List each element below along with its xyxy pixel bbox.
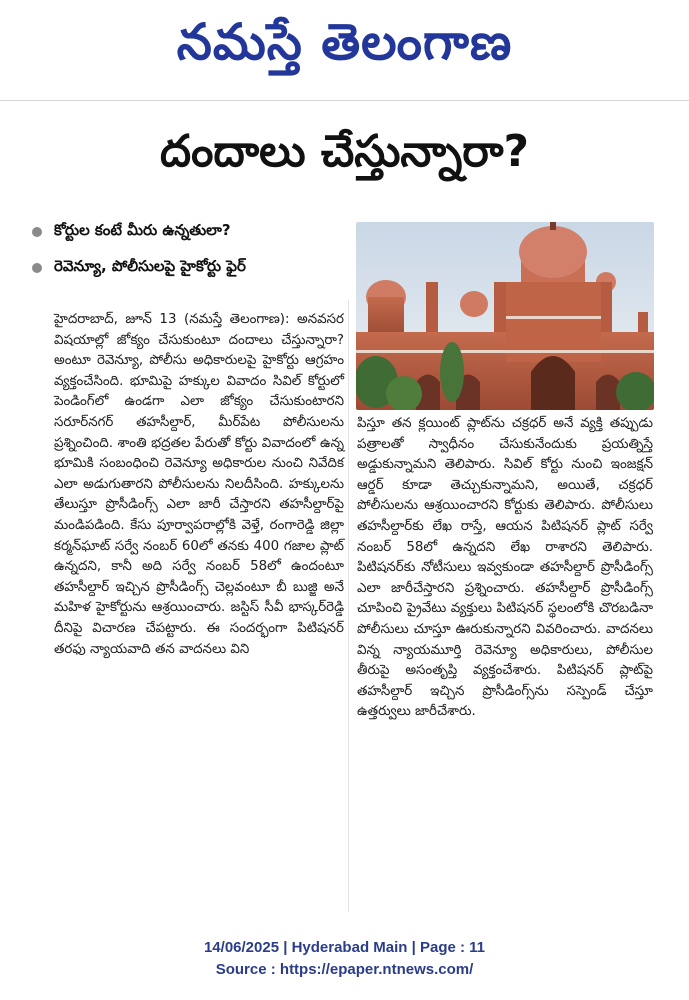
column-divider (348, 300, 349, 912)
page-footer (0, 937, 689, 981)
bullet-item (32, 250, 352, 286)
high-court-building-photo (356, 222, 654, 410)
article-headline: దందాలు చేస్తున్నారా? (160, 126, 529, 177)
newspaper-masthead: నమస్తే తెలంగాణ (176, 12, 513, 71)
source-line: Source : https://epaper.ntnews.com/ (215, 961, 474, 978)
bullet-item (32, 214, 352, 250)
bullet-text: రెవెన్యూ, పోలీసులపై హైకోర్టు ఫైర్ (54, 257, 246, 275)
article-bullet-list (32, 214, 352, 286)
article-body-left-column: హైదరాబాద్, జూన్ 13 (నమస్తే తెలంగాణ): అనవసర విషయాల్లో జోక్యం చేసుకుంటూ దందాలు చేస్తున్నారా? అంటూ రెవెన్యూ, పోలీసు అధికారులపై హైకోర్టు ఆగ్రహం వ్యక్తంచేసింది. భూమిపై హక్కుల వివాదం సివిల్ కోర్టులో పెండింగ్‌లో ఉండగా ఎలా జోక్యం చేసుకుంటారని సరూర్‌నగర్ తహసీల్దార్, మీర్‌పేట పోలీసులను ప్రశ్నించింది. శాంతి భద్రతల పేరుతో కోర్టు వివాదంలో ఉన్న భూమికి సంబంధించి రెవెన్యూ అధికారుల నుంచి నివేదిక ఎలా అడుగుతారని పోలీసులను నిలదీసింది. హక్కులను తేలుస్తూ ప్రొసీడింగ్స్ ఎలా జారీ చేస్తారని తహసీల్దార్‌పై మండిపడింది. కేసు పూర్వాపరాల్లోకి వెళ్తే, రంగారెడ్డి జిల్లా కర్మన్‌ఘాట్ సర్వే నంబర్ 60లో తనకు 400 గజాల ప్లాట్ ఉన్నదని, కానీ అది సర్వే నంబర్ 58లో ఉందంటూ తహసీల్దార్ ఇచ్చిన ప్రొసీడింగ్స్ చెల్లవంటూ బీ బుజ్జి అనే మహిళ హైకోర్టును ఆశ్రయించారు. జస్టిస్ సీవీ భాస్కర్‌రెడ్డి దీనిపై విచారణ చేపట్టారు. ఈ సందర్భంగా పిటిషనర్ తరఫు న్యాయవాది తన వాదనలు విని (54, 312, 344, 657)
edition-info: 14/06/2025 | Hyderabad Main | Page : 11 (203, 939, 486, 956)
bullet-dot-icon (32, 227, 42, 237)
bullet-dot-icon (32, 263, 42, 273)
article-body-right-column: పిస్తూ తన క్లయింట్ ప్లాట్‌ను చక్రధర్ అనే వ్యక్తి తప్పుడు పత్రాలతో స్వాధీనం చేసుకునేందుకు ప్రయత్నిస్తే అడ్డుకున్నామని తెలిపారు. సివిల్ కోర్టు నుంచి ఇంజక్షన్ ఆర్డర్ కూడా తెచ్చుకున్నామని, అయితే, చక్రధర్ పోలీసులను ఆశ్రయించారని కోర్టుకు తెలిపారు. పోలీసులు తహసీల్దార్‌కు లేఖ రాస్తే, ఆయన పిటిషనర్ ప్లాట్ సర్వే నంబర్ 58లో ఉన్నదని లేఖ రాశారని తెలిపారు. పిటిషనర్‌కు నోటీసులు ఇవ్వకుండా తహసీల్దార్ ప్రొసీడింగ్స్ ఎలా జారీచేస్తారని ప్రశ్నించారు. తహసీల్దార్ ప్రొసీడింగ్స్ చూపించి ప్రైవేటు వ్యక్తులు పిటిషనర్ స్థలంలోకి చొరబడినా పోలీసులు చూస్తూ ఊరుకున్నారని వివరించారు. వాదనలు విన్న న్యాయమూర్తి రెవెన్యూ అధికారులు, పోలీసుల తీరుపై అసంతృప్తి వ్యక్తంచేశారు. పిటిషనర్ ప్లాట్‌పై తహసీల్దార్ ఇచ్చిన ప్రొసీడింగ్స్‌ను సస్పెండ్ చేస్తూ ఉత్తర్వులు జారీచేశారు. (357, 416, 653, 720)
bullet-text: కోర్టుల కంటే మీరు ఉన్నతులా? (54, 221, 231, 239)
masthead-divider (0, 100, 689, 101)
